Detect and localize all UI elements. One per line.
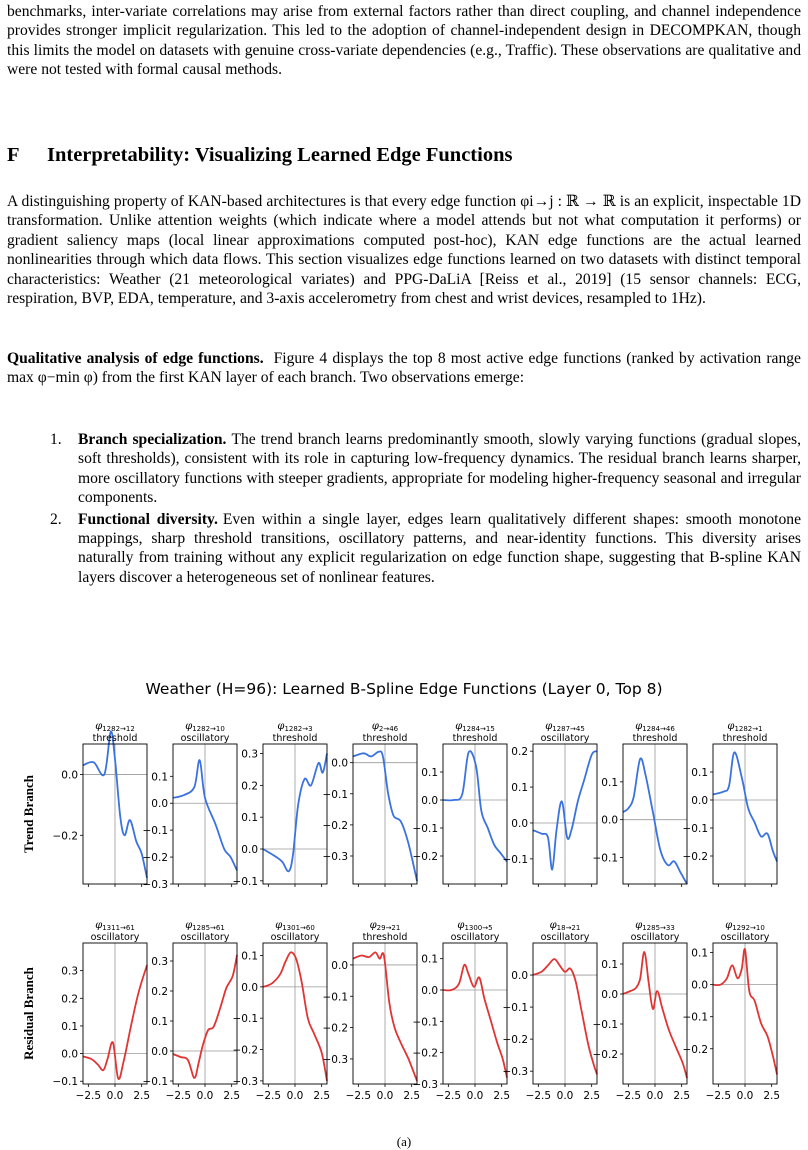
y-tick-label: 0.1 (601, 959, 618, 971)
edge-function-figure (0, 700, 808, 1130)
edge-function-panel (143, 721, 238, 891)
x-tick-label: 2.5 (493, 1090, 511, 1102)
list-item-text: Even within a single layer, edges learn qualitatively different shapes: smooth monotone mappings, sharp threshold transitions, oscillatory patterns, and near-identity functions. This diversity arises naturally from training without any explicit regularization on edge function shape, suggesting that B-spline KAN layers discover a heterogeneous set of nonlinear features. (78, 510, 802, 586)
y-tick-label: 0.1 (421, 953, 438, 966)
y-tick-label: 0.0 (691, 795, 708, 807)
y-tick-label: −0.2 (232, 1044, 258, 1057)
y-tick-label: −0.3 (322, 851, 348, 863)
phi-symbol: φ (277, 721, 285, 732)
panel-title-phi (727, 721, 762, 733)
y-tick-label: −0.3 (232, 1075, 258, 1088)
paragraph-kan-text: A distinguishing property of KAN-based architectures is that every edge function φi→j : ℝ → ℝ is an explicit, inspectable 1D transformation. Unlike attention weights (which indicate where a model attends but not what computation it performs) or gradient saliency maps (local linear approximations computed post-hoc), KAN edge functions are the actual learned nonlinearities through which data flows. This section visualizes edge functions learned on two datasets with distinct temporal characteristics: Weather (21 meteorological variates) and PPG-DaLiA [Reiss et al., 2019] (15 sensor channels: ECG, respiration, BVP, EDA, temperature, and 3-axis accelerometry from chest and wrist devices, resampled to 1Hz). (7, 193, 801, 308)
y-tick-label: 0.2 (61, 993, 78, 1006)
y-tick-label: 0.1 (151, 771, 168, 784)
phi-symbol: φ (725, 920, 733, 931)
panel-title-shape: threshold (452, 733, 498, 744)
panel-title-phi (370, 920, 401, 932)
edge-function-panel (233, 920, 331, 1102)
y-tick-label: −0.3 (322, 1053, 348, 1066)
phi-symbol: φ (185, 920, 193, 931)
list-item (50, 430, 801, 508)
y-tick-label: −0.1 (322, 788, 348, 801)
y-tick-label: −0.1 (412, 823, 438, 835)
y-tick-label: 0.1 (691, 947, 708, 960)
y-tick-label: −0.2 (322, 819, 348, 832)
x-tick-label: −2.5 (75, 1090, 102, 1102)
panel-title-shape: oscillatory (540, 733, 590, 744)
phi-symbol: φ (371, 721, 379, 732)
panel-title-phi (372, 721, 399, 733)
y-tick-label: −0.2 (52, 830, 78, 843)
panel-title-phi (185, 721, 225, 733)
y-tick-label: 0.2 (511, 746, 528, 759)
y-tick-label: −0.1 (232, 875, 258, 888)
edge-function-panel (683, 920, 781, 1102)
x-tick-label: 0.0 (286, 1090, 304, 1102)
phi-subscript: 1300→5 (464, 924, 493, 932)
panel-title-shape: oscillatory (270, 932, 320, 943)
panel-title-phi (95, 721, 135, 733)
phi-subscript: 29→21 (376, 924, 401, 932)
paragraph-runin-heading: Qualitative analysis of edge functions. (7, 350, 264, 367)
x-tick-label: 0.0 (466, 1090, 484, 1102)
phi-symbol: φ (457, 920, 465, 931)
y-tick-label: 0.0 (151, 798, 168, 811)
phi-subscript: 1301→60 (282, 924, 315, 932)
phi-symbol: φ (545, 721, 553, 732)
y-tick-label: 0.0 (511, 817, 528, 830)
y-tick-label: 0.1 (241, 812, 258, 825)
x-tick-label: 2.5 (763, 1090, 781, 1102)
edge-function-panel (503, 920, 601, 1102)
x-tick-label: −2.5 (615, 1090, 642, 1102)
list-marker: 2. (50, 510, 62, 528)
edge-function-panel (233, 721, 328, 888)
y-tick-label: 0.0 (601, 814, 618, 827)
y-tick-label: 0.3 (241, 748, 258, 761)
x-tick-label: 0.0 (196, 1090, 214, 1102)
edge-function-panel (593, 920, 691, 1102)
y-tick-label: −0.1 (502, 853, 528, 866)
y-tick-label: −0.2 (322, 1022, 348, 1035)
y-tick-label: 0.2 (241, 780, 258, 793)
y-tick-label: −0.2 (412, 1047, 438, 1060)
x-tick-label: 0.0 (556, 1090, 574, 1102)
y-tick-label: −0.1 (592, 1019, 618, 1031)
y-tick-label: −0.1 (322, 991, 348, 1004)
phi-symbol: φ (275, 920, 283, 931)
x-tick-label: 2.5 (313, 1090, 331, 1102)
y-tick-label: 0.0 (61, 1048, 78, 1061)
phi-symbol: φ (549, 920, 557, 931)
paragraph-intro (7, 2, 801, 80)
section-heading (7, 144, 512, 167)
x-tick-label: 0.0 (376, 1090, 394, 1102)
phi-subscript: 1311→61 (102, 924, 135, 932)
panel-title-phi (275, 920, 315, 932)
phi-symbol: φ (727, 721, 735, 732)
phi-subscript: 1282→3 (284, 725, 313, 733)
panel-title-phi (635, 721, 675, 733)
y-tick-label: 0.1 (61, 1020, 78, 1033)
phi-symbol: φ (185, 721, 193, 732)
y-tick-label: 0.1 (511, 782, 528, 795)
phi-subscript: 1285→33 (642, 924, 675, 932)
edge-function-panel (53, 920, 151, 1102)
list-item-title: Branch specialization. (78, 431, 227, 448)
section-number: F (7, 144, 20, 166)
edge-function-panel (413, 920, 511, 1102)
y-tick-label: −0.1 (412, 1016, 438, 1029)
edge-function-panel (683, 721, 778, 887)
phi-symbol: φ (635, 920, 643, 931)
y-tick-label: −0.3 (412, 1079, 438, 1091)
phi-symbol: φ (95, 920, 103, 931)
y-tick-label: −0.1 (592, 852, 618, 865)
row-label: Trend Branch (20, 775, 36, 853)
panel-title-phi (457, 920, 492, 932)
x-tick-label: 2.5 (403, 1090, 421, 1102)
phi-subscript: 1282→10 (192, 725, 225, 733)
y-tick-label: −0.1 (142, 1076, 168, 1088)
edge-function-panel (53, 721, 148, 887)
list-item-title: Functional diversity. (78, 510, 218, 528)
y-tick-label: −0.1 (232, 1013, 258, 1026)
y-tick-label: −0.2 (682, 1043, 708, 1056)
y-tick-label: 0.3 (151, 956, 168, 968)
edge-function-panel (323, 920, 421, 1102)
y-tick-label: 0.0 (511, 970, 528, 983)
x-tick-label: −2.5 (525, 1090, 552, 1102)
y-tick-label: −0.1 (52, 1076, 78, 1089)
paragraph-qualitative-text: Figure 4 displays the top 8 most active edge functions (ranked by activation range max φ−min φ) from the first KAN layer of each branch. Two observations emerge: (7, 350, 801, 387)
list-item (50, 510, 801, 588)
panel-title-phi (725, 920, 765, 932)
paragraph-qualitative-analysis (7, 349, 801, 388)
panel-title-shape: oscillatory (540, 932, 590, 943)
x-tick-label: 2.5 (673, 1090, 691, 1102)
panel-title-phi (635, 920, 675, 932)
y-tick-label: 0.3 (61, 965, 78, 978)
y-tick-label: −0.2 (412, 851, 438, 863)
phi-subscript: 1284→46 (642, 725, 675, 733)
panel-title-phi (545, 721, 585, 733)
y-tick-label: −0.2 (502, 1034, 528, 1047)
y-tick-label: 0.0 (601, 989, 618, 1001)
phi-subscript: 1282→1 (734, 725, 763, 733)
edge-function-panel (323, 721, 418, 887)
phi-subscript: 1282→12 (102, 725, 135, 733)
x-tick-label: −2.5 (165, 1090, 192, 1102)
panel-title-shape: threshold (92, 733, 138, 744)
y-tick-label: −0.1 (682, 1011, 708, 1024)
phi-symbol: φ (369, 920, 377, 931)
edge-function-panel (413, 721, 508, 887)
paragraph-intro-text: benchmarks, inter-variate correlations may arise from external factors rather than direct coupling, and channel independence provides stronger implicit regularization. This led to the adoption of channel-independent design in DECOMPKAN, though this limits the model on datasets with genuine cross-variate dependencies (e.g., Traffic). These observations are qualitative and were not tested with formal causal methods. (7, 3, 801, 79)
x-tick-label: −2.5 (435, 1090, 462, 1102)
phi-subscript: 1285→61 (192, 924, 225, 932)
x-tick-label: 0.0 (106, 1090, 124, 1102)
panel-title-shape: threshold (362, 932, 408, 943)
y-tick-label: 0.0 (691, 979, 708, 992)
phi-symbol: φ (95, 721, 103, 732)
panel-title-shape: threshold (362, 733, 408, 744)
y-tick-label: −0.1 (502, 1002, 528, 1015)
y-tick-label: 0.0 (421, 985, 438, 997)
panel-title-shape: oscillatory (450, 932, 500, 943)
panel-title-shape: oscillatory (180, 932, 230, 943)
y-tick-label: −0.1 (142, 825, 168, 838)
phi-subscript: 1284→15 (462, 725, 495, 733)
panel-title-phi (277, 721, 312, 733)
x-tick-label: 2.5 (583, 1090, 601, 1102)
y-tick-label: 0.0 (421, 795, 438, 807)
edge-function-panel (143, 920, 241, 1102)
section-title: Interpretability: Visualizing Learned Edge Functions (47, 144, 513, 166)
y-tick-label: −0.1 (682, 823, 708, 835)
phi-subscript: 1292→10 (732, 924, 765, 932)
y-tick-label: 0.1 (151, 1016, 168, 1028)
y-tick-label: 0.0 (241, 981, 258, 994)
y-tick-label: −0.3 (502, 1066, 528, 1079)
y-tick-label: 0.1 (421, 767, 438, 779)
y-tick-label: 0.0 (331, 757, 348, 770)
y-tick-label: 0.1 (691, 767, 708, 779)
y-tick-label: 0.1 (241, 950, 258, 963)
y-tick-label: −0.2 (592, 1049, 618, 1061)
list-marker: 1. (50, 431, 62, 448)
x-tick-label: 2.5 (133, 1090, 151, 1102)
edge-function-panel (503, 721, 598, 887)
panel-title-shape: threshold (632, 733, 678, 744)
figure-subcaption: (a) (396, 1134, 412, 1149)
panel-title-phi (550, 920, 581, 932)
y-tick-label: −0.2 (142, 852, 168, 865)
phi-symbol: φ (635, 721, 643, 732)
phi-subscript: 2→46 (378, 725, 399, 733)
x-tick-label: −2.5 (255, 1090, 282, 1102)
panel-title-shape: oscillatory (90, 932, 140, 943)
phi-symbol: φ (455, 721, 463, 732)
y-tick-label: −0.3 (142, 879, 168, 891)
edge-function-panel (593, 721, 688, 887)
panel-title-shape: oscillatory (630, 932, 680, 943)
x-tick-label: −2.5 (345, 1090, 372, 1102)
y-tick-label: 0.0 (61, 769, 78, 782)
x-tick-label: 2.5 (223, 1090, 241, 1102)
observations-list (50, 430, 801, 587)
panel-title-shape: oscillatory (180, 733, 230, 744)
phi-subscript: 18→21 (556, 924, 581, 932)
paragraph-kan-interpretability (7, 192, 801, 308)
panel-title-shape: threshold (272, 733, 318, 744)
panel-title-phi (185, 920, 225, 932)
panel-title-shape: threshold (722, 733, 768, 744)
y-tick-label: −0.2 (682, 851, 708, 863)
panel-title-phi (95, 920, 135, 932)
y-tick-label: 0.0 (331, 959, 348, 972)
panel-title-shape: oscillatory (720, 932, 770, 943)
x-tick-label: 0.0 (646, 1090, 664, 1102)
y-tick-label: 0.0 (241, 844, 258, 856)
list-item-text: The trend branch learns predominantly smooth, slowly varying functions (gradual slopes, soft thresholds), consistent with its role in capturing low-frequency dynamics. The residual branch learns sharper, more oscillatory functions with steeper gradients, appropriate for modeling higher-frequency seasonal and irregular components. (78, 431, 801, 507)
figure-title: Weather (H=96): Learned B-Spline Edge Functions (Layer 0, Top 8) (145, 680, 663, 698)
y-tick-label: 0.0 (151, 1046, 168, 1058)
phi-subscript: 1287→45 (552, 725, 585, 733)
x-tick-label: 0.0 (736, 1090, 754, 1102)
row-label: Residual Branch (20, 967, 36, 1060)
y-tick-label: 0.2 (151, 986, 168, 998)
panel-title-phi (455, 721, 495, 733)
y-tick-label: 0.1 (601, 776, 618, 789)
x-tick-label: −2.5 (705, 1090, 732, 1102)
